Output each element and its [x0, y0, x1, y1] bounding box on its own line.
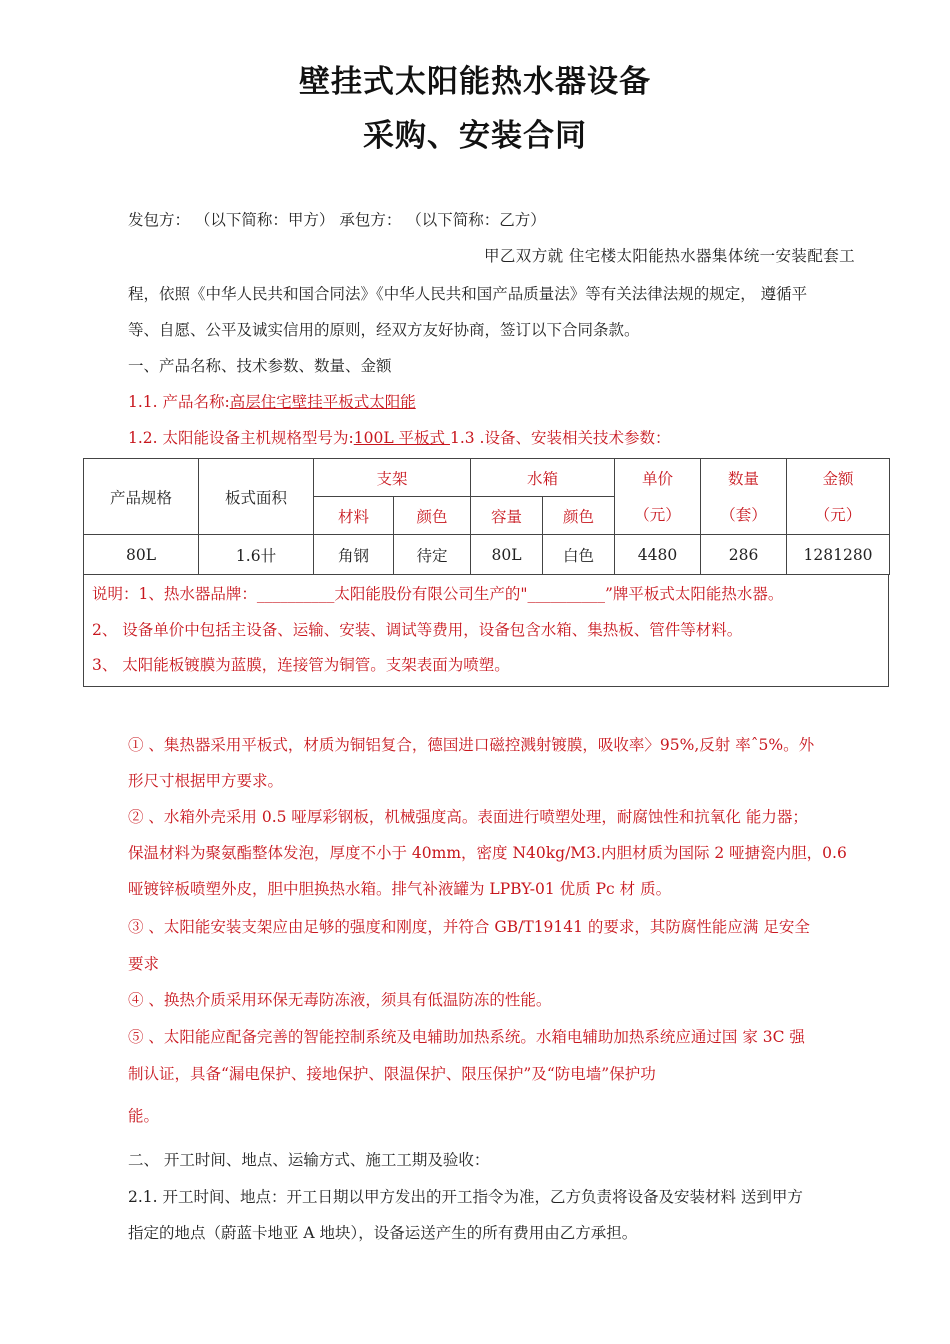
cell-price: 4480 — [615, 535, 701, 575]
requirement-4-line-a: ④ 、换热介质采用环保无毒防冻液，须具有低温防冻的性能。 — [128, 991, 552, 1009]
requirement-5-line-b: 制认证，具备“漏电保护、接地保护、限温保护、限压保护”及“防电墙”保护功 — [128, 1065, 656, 1083]
parties-line: 发包方： （以下简称：甲方） 承包方： （以下简称：乙方） — [128, 211, 546, 229]
document-title-line2: 采购、安装合同 — [363, 118, 587, 154]
model-spec-value: 100L 平板式 — [353, 429, 450, 447]
header-qty-unit: （套） — [720, 505, 767, 524]
requirement-2-line-c: 哑镀锌板喷塑外皮，胆中胆换热水箱。排气补液罐为 LPBY-01 优质 Pc 材 质。 — [128, 880, 672, 898]
header-amount-label: 金额 — [822, 469, 854, 488]
tech-params-label: 1.3 .设备、安装相关技术参数： — [449, 429, 671, 447]
document-title-line1: 壁挂式太阳能热水器设备 — [299, 64, 651, 100]
cell-material: 角钢 — [314, 535, 394, 575]
header-tank-color: 颜色 — [543, 497, 615, 535]
product-name-label: 1.1. 产品名称: — [128, 393, 230, 411]
header-capacity: 容量 — [471, 497, 543, 535]
section2-item1-line-a: 2.1. 开工时间、地点：开工日期以甲方发出的开工指令为准，乙方负责将设备及安装材料 送到甲方 — [128, 1188, 803, 1206]
model-spec-line — [128, 428, 670, 448]
intro-line-1: 甲乙双方就 住宅楼太阳能热水器集体统一安装配套工 — [484, 247, 856, 265]
header-price-label: 单价 — [642, 469, 674, 488]
requirement-3-line-a: ③ 、太阳能安装支架应由足够的强度和刚度，并符合 GB/T19141 的要求，其防腐性能应满 足安全 — [128, 918, 810, 936]
model-spec-label: 1.2. 太阳能设备主机规格型号为: — [128, 429, 354, 447]
section2-heading: 二、 开工时间、地点、运输方式、施工工期及验收： — [128, 1151, 490, 1169]
requirement-3-line-b: 要求 — [128, 955, 160, 973]
header-bracket: 支架 — [314, 459, 471, 497]
intro-line-3: 等、自愿、公平及诚实信用的原则，经双方友好协商，签订以下合同条款。 — [128, 321, 640, 339]
cell-amount: 1281280 — [787, 535, 890, 575]
note-line-2: 2、 设备单价中包括主设备、运输、安装、调试等费用，设备包含水箱、集热板、管件等材料。 — [92, 621, 743, 639]
note-line-1: 说明：1、热水器品牌：__________太阳能股份有限公司生产的"__________”牌平板式太阳能热水器。 — [92, 585, 784, 603]
product-name-value: 高层住宅壁挂平板式太阳能 — [229, 393, 416, 411]
requirement-1-line-b: 形尺寸根据甲方要求。 — [128, 772, 284, 790]
header-qty — [701, 459, 787, 535]
cell-tank-color: 白色 — [543, 535, 615, 575]
header-price — [615, 459, 701, 535]
cell-spec: 80L — [84, 535, 199, 575]
header-amount-unit: （元） — [814, 505, 862, 524]
section1-heading: 一、产品名称、技术参数、数量、金额 — [128, 357, 392, 375]
spec-table — [83, 458, 890, 575]
table-notes — [83, 574, 889, 687]
requirement-5-line-a: ⑤ 、太阳能应配备完善的智能控制系统及电辅助加热系统。水箱电辅助加热系统应通过国 家 3C 强 — [128, 1028, 805, 1046]
header-bracket-color: 颜色 — [394, 497, 471, 535]
header-area: 板式面积 — [199, 459, 314, 535]
header-price-unit: （元） — [634, 505, 681, 524]
header-tank: 水箱 — [471, 459, 615, 497]
requirement-2-line-b: 保温材料为聚氨酯整体发泡，厚度不小于 40mm，密度 N40kg/M3.内胆材质为国际 2 哑搪瓷内胆，0.6 — [128, 844, 847, 862]
requirement-5-line-c: 能。 — [128, 1107, 160, 1125]
cell-qty: 286 — [701, 535, 787, 575]
cell-capacity: 80L — [471, 535, 543, 575]
table-row — [84, 535, 890, 575]
requirement-2-line-a: ② 、水箱外壳采用 0.5 哑厚彩钢板，机械强度高。表面进行喷塑处理，耐腐蚀性和抗氧化 能力器； — [128, 808, 808, 826]
header-material: 材料 — [314, 497, 394, 535]
section2-item1-line-b: 指定的地点（蔚蓝卡地亚 A 地块），设备运送产生的所有费用由乙方承担。 — [128, 1224, 638, 1242]
intro-line-2: 程，依照《中华人民共和国合同法》《中华人民共和国产品质量法》等有关法律法规的规定， 遵循平 — [128, 285, 808, 303]
product-name-line — [128, 392, 416, 412]
cell-bracket-color: 待定 — [394, 535, 471, 575]
header-qty-label: 数量 — [728, 469, 760, 488]
cell-area: 1.6卄 — [199, 535, 314, 575]
note-line-3: 3、 太阳能板镀膜为蓝膜，连接管为铜管。支架表面为喷塑。 — [92, 656, 510, 674]
requirement-1-line-a: ① 、集热器采用平板式，材质为铜铝复合，德国进口磁控溅射镀膜，吸收率〉95%,反射 率ˆ5%。外 — [128, 736, 815, 754]
header-spec: 产品规格 — [84, 459, 199, 535]
header-amount — [787, 459, 890, 535]
